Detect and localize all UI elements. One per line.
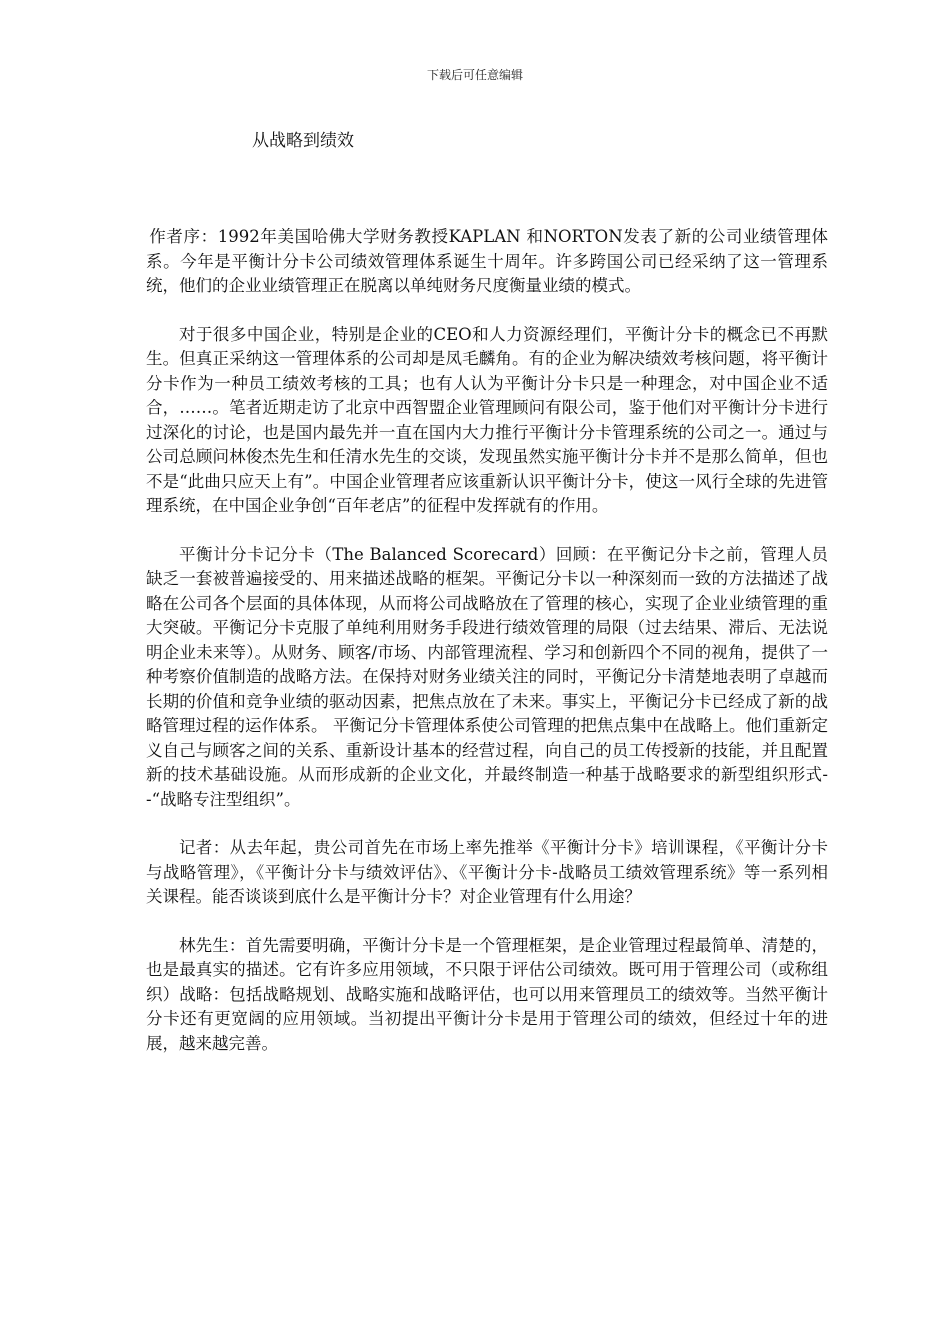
paragraph-author-preface: 作者序：1992年美国哈佛大学财务教授KAPLAN 和NORTON发表了新的公司业绩管理体系。今年是平衡计分卡公司绩效管理体系诞生十周年。许多跨国公司已经采纳了这一管理系统，他们的企业业绩管理正在脱离以单纯财务尺度衡量业绩的模式。 [146,227,828,295]
paragraph-mr-lin-answer: 林先生：首先需要明确，平衡计分卡是一个管理框架，是企业管理过程最简单、清楚的，也是最真实的描述。它有许多应用领域，不只限于评估公司绩效。既可用于管理公司（或称组织）战略：包括战略规划、战略实施和战略评估，也可以用来管理员工的绩效等。当然平衡计分卡还有更宽阔的应用领域。当初提出平衡计分卡是用于管理公司的绩效，但经过十年的进展，越来越完善。 [146,935,828,1053]
paragraph-balanced-scorecard-review: 平衡计分卡记分卡（The Balanced Scorecard）回顾：在平衡记分卡之前，管理人员缺乏一套被普遍接受的、用来描述战略的框架。平衡记分卡以一种深刻而一致的方法描述了战略在公司各个层面的具体体现，从而将公司战略放在了管理的核心，实现了企业业绩管理的重大突破。平衡记分卡克服了单纯利用财务手段进行绩效管理的局限（过去结果、滞后、无法说明企业未来等）。从财务、顾客/市场、内部管理流程、学习和创新四个不同的视角，提供了一种考察价值制造的战略方法。在保持对财务业绩关注的同时，平衡记分卡清楚地表明了卓越而长期的价值和竞争业绩的驱动因素，把焦点放在了未来。事实上，平衡记分卡已经成了新的战略管理过程的运作体系。 平衡记分卡管理体系使公司管理的把焦点集中在战略上。他们重新定义自己与顾客之间的关系、重新设计基本的经营过程，向自己的员工传授新的技能，并且配置新的技术基础设施。从而形成新的企业文化，并最终制造一种基于战略要求的新型组织形式--“战略专注型组织”。 [146,544,828,809]
page-header-note: 下载后可任意编辑 [426,68,523,82]
document-body [146,225,828,1080]
paragraph-introduction: 对于很多中国企业，特别是企业的CEO和人力资源经理们，平衡计分卡的概念已不再默生。但真正采纳这一管理体系的公司却是凤毛麟角。有的企业为解决绩效考核问题，将平衡计分卡作为一种员工绩效考核的工具；也有人认为平衡计分卡只是一种理念，对中国企业不适合，……。笔者近期走访了北京中西智盟企业管理顾问有限公司，鉴于他们对平衡计分卡进行过深化的讨论，也是国内最先并一直在国内大力推行平衡计分卡管理系统的公司之一。通过与公司总顾问林俊杰先生和任清水先生的交谈，发现虽然实施平衡计分卡并不是那么简单，但也不是“此曲只应天上有”。中国企业管理者应该重新认识平衡计分卡，使这一风行全球的先进管理系统，在中国企业争创“百年老店”的征程中发挥就有的作用。 [146,324,828,515]
document-title: 从战略到绩效 [252,131,354,151]
paragraph-reporter-question: 记者：从去年起，贵公司首先在市场上率先推举《平衡计分卡》培训课程，《平衡计分卡与战略管理》，《平衡计分卡与绩效评估》、《平衡计分卡-战略员工绩效管理系统》等一系列相关课程。能否谈谈到底什么是平衡计分卡？对企业管理有什么用途？ [146,838,828,906]
